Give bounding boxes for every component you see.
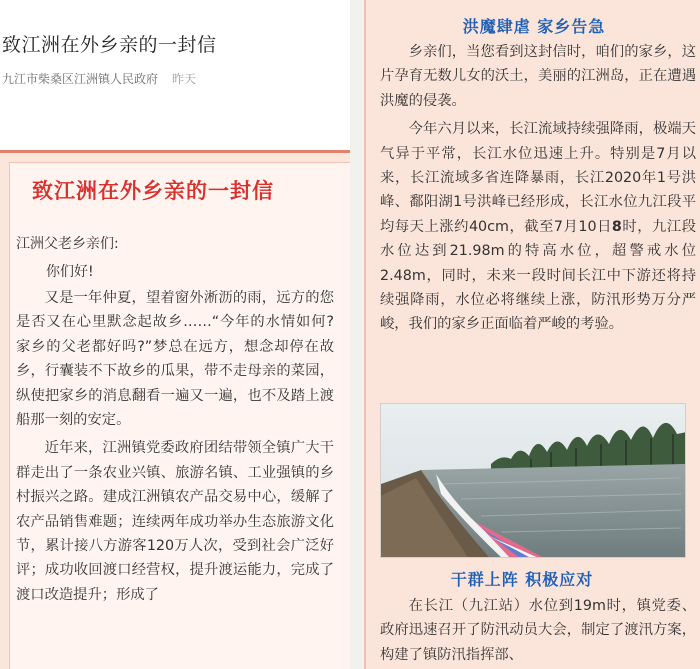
section-1-paragraph-2 bbox=[380, 117, 696, 337]
section-title-flood: 洪魔肆虐 家乡告急 bbox=[462, 17, 606, 36]
section-title-response: 干群上阵 积极应对 bbox=[450, 570, 594, 589]
flood-photo bbox=[380, 403, 686, 558]
publisher-name[interactable]: 九江市柴桑区江洲镇人民政府 bbox=[2, 72, 159, 86]
letter-paragraph-1: 又是一年仲夏，望着窗外淅沥的雨，远方的您是否又在心里默念起故乡……“今年的水情如何? 家乡的父老都好吗?”梦总在远方，想念却停在故乡，行囊装不下故乡的瓜果，带不走母亲的菜园，纵使把家乡的消息翻看一遍又一遍，也不及踏上渡船那一刻的安定。 bbox=[16, 290, 334, 429]
section-1-paragraph-2b: 时，九江段水位达到21.98m的特高水位，超警戒水位2.48m，同时，未来一段时间长江中下游还将持续强降雨，水位必将继续上涨，防汛形势万分严峻，我们的家乡正面临着严峻的考验。 bbox=[380, 218, 696, 333]
section-1-bold-hour: 8 bbox=[611, 218, 622, 235]
letter-body bbox=[16, 286, 334, 607]
section-2-paragraph-1: 在长江（九江站）水位到19m时，镇党委、政府迅速召开了防汛动员大会，制定了渡汛方案，构建了镇防汛指挥部、 bbox=[380, 598, 696, 663]
publish-time: 昨天 bbox=[172, 72, 197, 86]
letter-paragraph-2: 近年来，江洲镇党委政府团结带领全镇广大干群走出了一条农业兴镇、旅游名镇、工业强镇的乡村振兴之路。建成江洲镇农产品交易中心，缓解了农产品销售难题；连续两年成功举办生态旅游文化节，累计接八方游客120万人次，受到社会广泛好评；成功收回渡口经营权，提升渡运能力，完成了渡口改造提升；形成了 bbox=[16, 440, 334, 603]
article-header-title[interactable]: 致江洲在外乡亲的一封信 bbox=[2, 34, 217, 56]
letter-title: 致江洲在外乡亲的一封信 bbox=[32, 179, 274, 203]
section-1-paragraph-1: 乡亲们，当您看到这封信时，咱们的家乡，这片孕育无数儿女的沃土，美丽的江洲岛，正在遭遇洪魔的侵袭。 bbox=[380, 44, 696, 109]
letter-greeting: 你们好! bbox=[46, 264, 94, 280]
article-meta bbox=[2, 70, 196, 87]
letter-salutation: 江洲父老乡亲们: bbox=[16, 236, 119, 252]
section-2-body bbox=[380, 594, 696, 667]
right-article-panel bbox=[364, 0, 700, 669]
section-1-paragraph-2a: 今年六月以来，长江流域持续强降雨，极端天气异于平常，长江水位迅速上升。特别是7月以来，长江流域多省连降暴雨，长江2020年1号洪峰、鄱阳湖1号洪峰已经形成，长江水位九江段平均每天上涨约40cm，截至7月10日 bbox=[380, 121, 696, 235]
section-1-body bbox=[380, 40, 696, 337]
